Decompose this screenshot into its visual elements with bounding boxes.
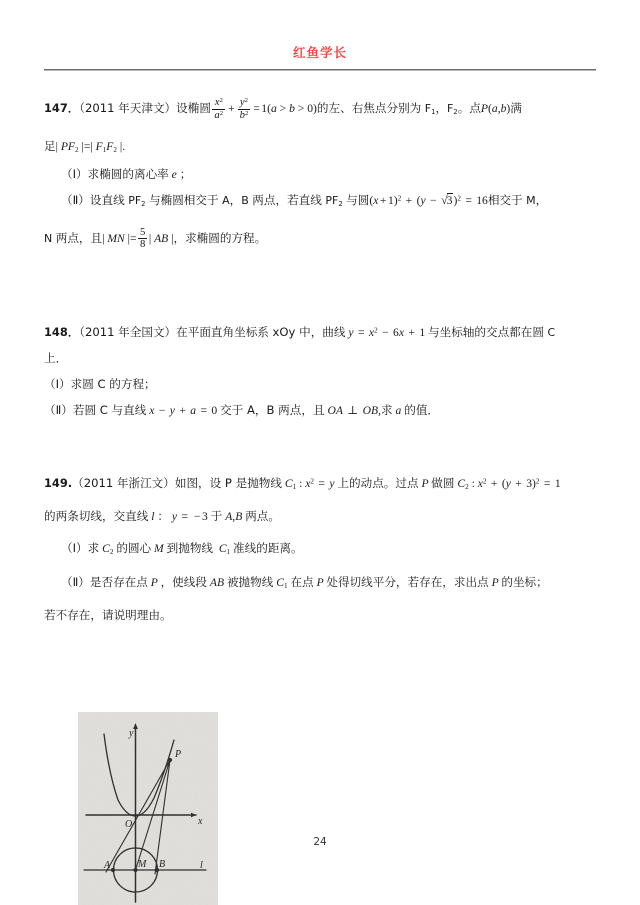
c1-symbol-2: $C_1$: [276, 575, 288, 590]
line-l-equation: y = − 3: [171, 510, 211, 524]
problem-149-sub-1-b: 的圆心: [116, 541, 152, 556]
eccentricity-symbol: e: [168, 167, 180, 181]
problem-149-sub-1-label: （Ⅰ）: [61, 541, 88, 556]
point-p-sub2c: P: [488, 575, 502, 589]
problem-147-sub-2-f: ，: [535, 192, 548, 207]
problem-148: [44, 326, 596, 418]
problem-149-sub-2-f: 的坐标；: [501, 574, 548, 589]
problem-149-line-3: [44, 609, 596, 622]
problem-147-number: 147．: [44, 101, 80, 116]
figure-point-a-dot: [111, 868, 115, 872]
problem-147-line2-post: .: [122, 140, 126, 154]
problem-149-sub-2-label: （Ⅱ）: [61, 574, 90, 589]
line-equation-148: x − y + a = 0: [149, 404, 221, 418]
spacer-148-149: [44, 431, 596, 477]
figure-point-p-dot: [168, 758, 172, 762]
curve-equation-148: $y = x^2 - 6x + 1$: [348, 325, 429, 339]
problem-148-sub-2-b: 交于 A，B 两点，且: [220, 403, 325, 418]
c1-symbol: $C_1$: [218, 542, 231, 557]
problem-149-number: 149.: [44, 475, 73, 490]
line-pf2-2: $PF_2$: [321, 193, 343, 208]
point-p-149: P: [418, 476, 432, 490]
variable-a-148: a: [392, 404, 405, 418]
center-m-symbol: M: [151, 542, 167, 556]
figure-point-m-dot: [133, 868, 137, 872]
problem-148-number: 148．: [44, 324, 80, 339]
problem-149-sub-2-b: ，使线段: [160, 574, 207, 589]
fraction-y2-b2: $\frac{y^2}{b^2}$: [239, 96, 249, 121]
problem-147-line-3: [44, 227, 596, 251]
spacer-147-148: [44, 270, 596, 326]
perpendicular-oa-ob: OA ⊥ OB,: [327, 404, 382, 418]
problem-147-sub-2-e: 相交于: [487, 192, 523, 207]
problem-147-sub-2-a: 设直线: [89, 192, 125, 207]
point-p-coords: (a,b): [488, 102, 511, 116]
focus-f1: $F_1$: [421, 102, 436, 116]
problem-148-sub-1-text: 求圆 C 的方程；: [70, 377, 156, 392]
page-header: [44, 0, 596, 71]
problem-148-sub-2: [44, 404, 596, 417]
point-p-ab: P: [480, 102, 489, 116]
problem-149-sub-2: [44, 576, 596, 591]
problem-147-sub-2: （Ⅱ）设直线 $PF_2$ 与椭圆相交于 A，B 两点，若直线 $PF_2$ 与圆$(x + 1)^2 + (y - √3)^2 = 16$相交于 M，: [61, 192, 548, 208]
point-p-sub2: P: [147, 575, 161, 589]
problem-147-sub-1-punct: ；: [179, 166, 192, 181]
problem-149-stem-b: 上的动点。过点: [337, 475, 419, 490]
problem-147-stem-d: 满: [510, 101, 522, 116]
problem-147-line-2: [44, 140, 596, 155]
problem-148-line-1: [44, 326, 596, 339]
c2-symbol: $C_2$: [102, 542, 114, 557]
problem-148-sub-1: [44, 378, 596, 391]
problem-149-line-1: [44, 477, 596, 492]
problem-147: [44, 97, 596, 251]
line-pf2-1: $PF_2$: [124, 193, 146, 208]
figure-parabola-circle: [78, 712, 218, 905]
circle-c-label-1: C: [543, 325, 556, 339]
circle-c2: $C_2$ : $x^2 + (y + 3)^2 = 1$: [457, 476, 561, 491]
figure-label-y: y: [129, 728, 134, 739]
problem-149-sub-1-d: 准线的距离。: [233, 541, 303, 556]
problem-149-sub-1: [44, 542, 596, 557]
page-number: 24: [313, 836, 327, 848]
points-ab-1: A: [218, 193, 230, 207]
figure-label-a: A: [104, 860, 111, 871]
problem-147-line2-pre: 足: [44, 139, 56, 154]
problem-148-sub-1-label: （Ⅰ）: [44, 377, 71, 392]
problem-149-stem-a: （2011 年浙江文）如图，设 P 是抛物线: [72, 475, 282, 490]
line-l-label: l: [148, 510, 158, 524]
problem-147-line-1: 147．（2011 年天津文）设椭圆 $\frac{x^2}{a^2}$ + $\frac{y^2}{b^2}$ = 1(a > b > 0)的左、右焦点分别为 $F_1$，$F_2$。点P(a,b)满: [44, 96, 522, 121]
mn-relation: | MN |= $\frac{5}{8}$ | AB |: [102, 225, 174, 251]
problem-149-sub-2-d: 在点: [290, 574, 314, 589]
problem-147-stem-c: 。点: [457, 101, 481, 116]
problem-148-sub-2-d: 的值．: [404, 403, 440, 418]
problem-147-line3-b: ，求椭圆的方程。: [173, 230, 267, 245]
problem-149-line2-a: 的两条切线，交直线: [44, 509, 149, 524]
problem-147-sub-1-text: 求椭圆的离心率: [87, 166, 169, 181]
problem-148-line-2: [44, 352, 596, 365]
figure-label-m: M: [138, 859, 147, 870]
problem-149-sub-1-c: 到抛物线: [166, 541, 214, 556]
problem-148-stem-c: 上．: [44, 351, 68, 366]
problem-147-stem-b: 的左、右焦点分别为: [316, 101, 422, 116]
document-content: [44, 71, 596, 623]
problem-149-line-2: 的两条切线，交直线 l ： y = − 3 于 A,B 两点。: [44, 509, 280, 524]
problem-148-stem-a: （2011 年全国文）在平面直角坐标系 xOy 中，曲线: [79, 324, 346, 339]
problem-148-sub-2-a: 若圆 C 与直线: [72, 403, 147, 418]
problem-147-sub-1-label: （Ⅰ）: [61, 166, 88, 181]
circle-equation-147: $(x + 1)^2 + (y - √3)^2 = 16$: [369, 192, 488, 207]
problem-148-sub-2-c: 求: [381, 403, 393, 418]
figure-label-b: B: [159, 859, 166, 870]
problem-149-sub-2-e: 处得切线平分，若存在，求出点: [326, 574, 489, 589]
condition-pf2-f1f2: | $PF_2$ |=| $F_1F_2$ |: [55, 140, 123, 155]
fraction-x2-a2: $\frac{x^2}{a^2}$: [214, 96, 224, 121]
point-m: M: [522, 193, 536, 207]
problem-148-sub-2-label: （Ⅱ）: [44, 403, 73, 418]
problem-149-line2-b: 于: [210, 509, 223, 524]
problem-147-sub-2-b: 与椭圆相交于: [149, 192, 219, 207]
problem-147-sub-2-c: 两点，若直线: [252, 192, 322, 207]
header-title: 红鱼学长: [292, 45, 347, 60]
fraction-5-8: $\frac{5}{8}$: [140, 225, 146, 251]
figure-label-o: O: [125, 819, 133, 830]
figure-label-p: P: [175, 749, 182, 760]
problem-147-sub-2-d: 与圆: [346, 192, 370, 207]
problem-149-sub-2-a: 是否存在点: [89, 574, 148, 589]
problem-147-stem-a: （2011 年天津文）设椭圆: [79, 101, 211, 116]
problem-147-sub-1: [44, 168, 596, 181]
problem-149-line2-c: 两点。: [245, 509, 280, 524]
parabola-c1: $C_1$ : $x^2 = y$: [284, 476, 335, 491]
problem-149: [44, 477, 596, 623]
figure-label-l: l: [200, 860, 203, 871]
point-p-sub2b: P: [313, 575, 327, 589]
figure-label-x: x: [198, 816, 203, 827]
problem-149-stem-c: 做圆: [431, 475, 455, 490]
problem-148-stem-b: 与坐标轴的交点都在圆: [428, 324, 544, 339]
problem-149-sub-1-a: 求: [87, 541, 100, 556]
points-ab-149: A,B: [225, 510, 243, 524]
segment-ab: AB: [209, 575, 225, 589]
problem-149-sub-2-c: 被抛物线: [226, 574, 274, 589]
ellipse-rhs: 1(a > b > 0): [261, 102, 317, 116]
problem-149-line3: 若不存在，请说明理由。: [44, 608, 172, 623]
focus-f2: $F_2$: [447, 102, 458, 116]
point-n: N: [44, 231, 56, 245]
problem-147-line3-a: 两点，且: [55, 230, 103, 245]
problem-147-sub-2-label: （Ⅱ）: [61, 192, 90, 207]
